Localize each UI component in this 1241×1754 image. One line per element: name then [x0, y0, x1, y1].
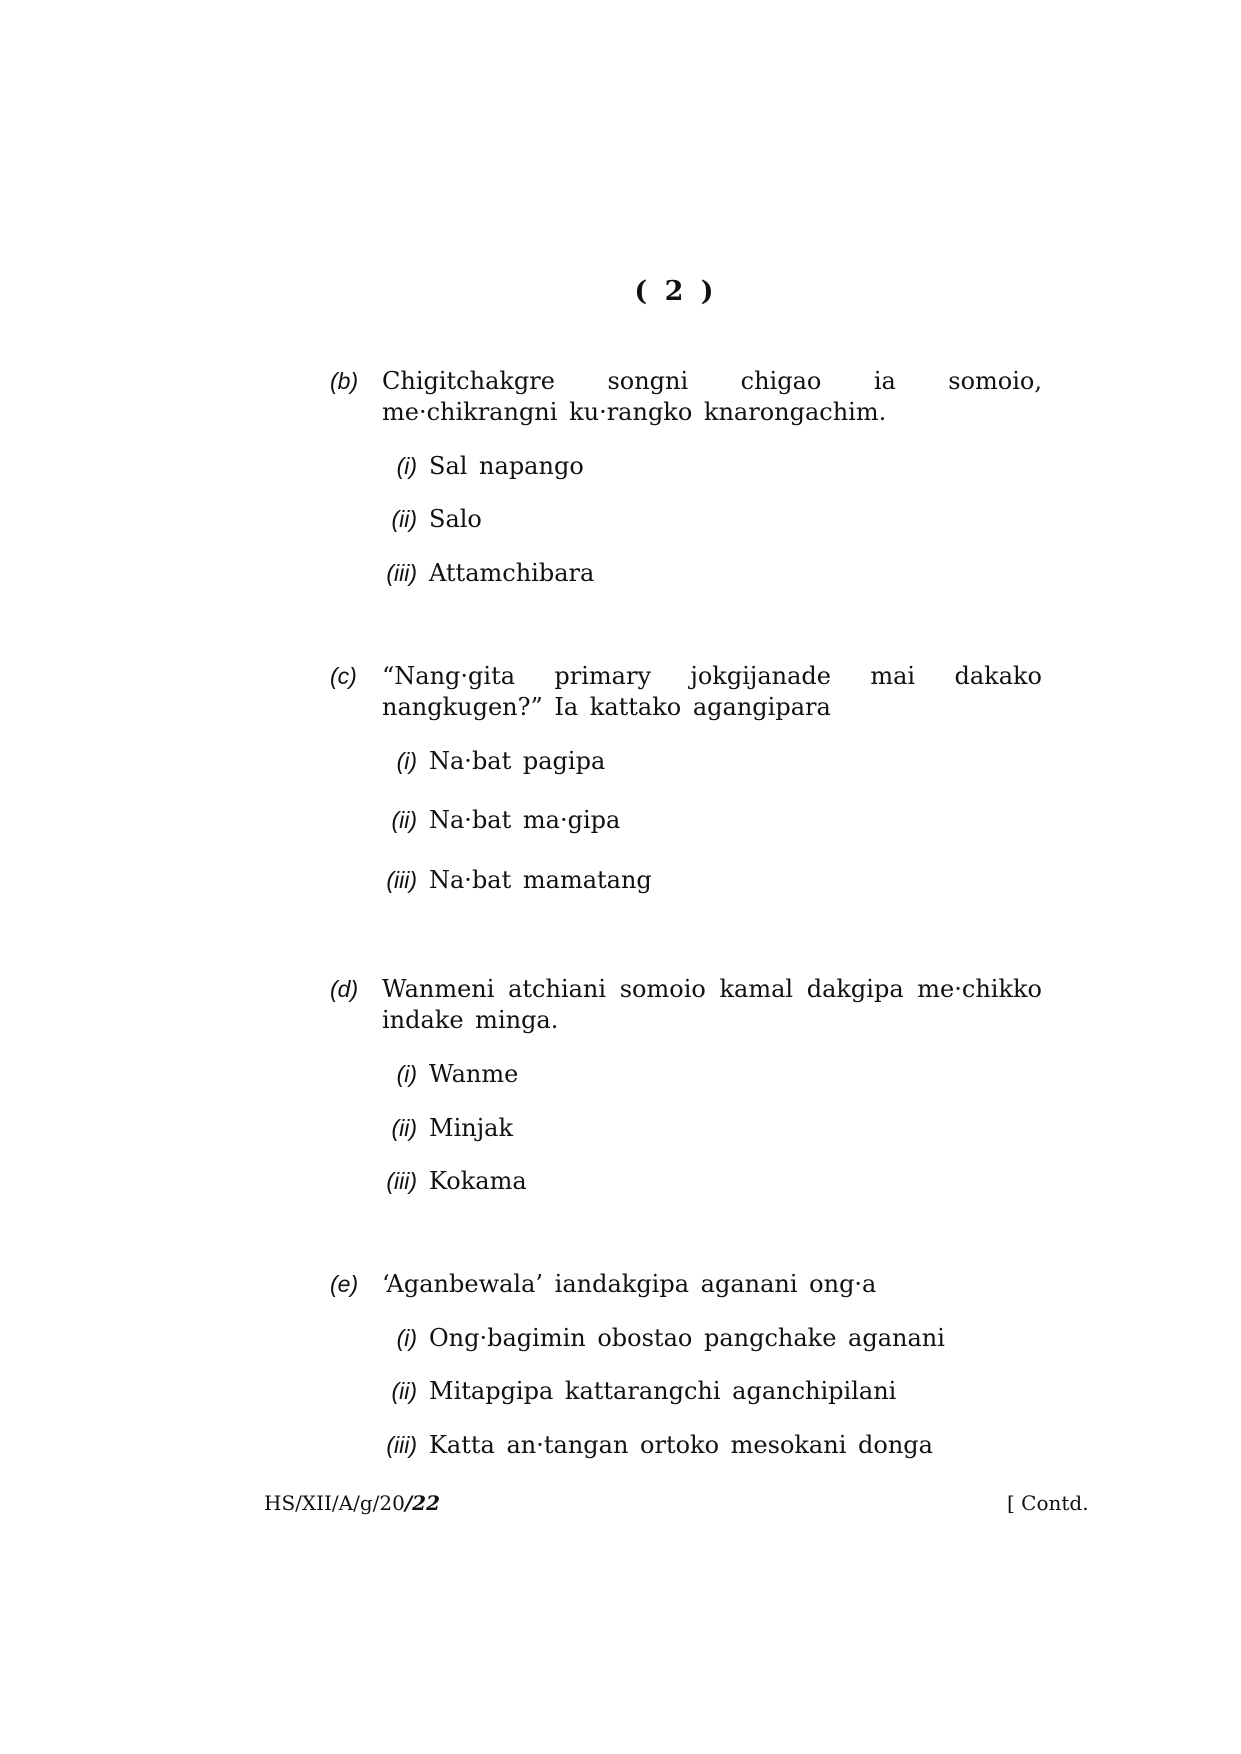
paper-code [264, 1491, 440, 1515]
option-label: (iii) [386, 867, 417, 893]
question-label: (e) [330, 1271, 359, 1297]
question-text-line1: ‘Aganbewala’ iandakgipa aganani ong·a [382, 1270, 877, 1298]
option-text: Attamchibara [429, 559, 595, 587]
continued-note: [ Contd. [1007, 1491, 1089, 1515]
question-text-line1: “Nang·gita primary jokgijanade mai dakako [382, 662, 1042, 690]
option-label: (i) [396, 1325, 417, 1351]
option-label: (ii) [391, 506, 417, 532]
option-label: (iii) [386, 560, 417, 586]
option-item [330, 745, 1042, 777]
option-item [330, 1375, 1042, 1407]
option-text: Kokama [429, 1167, 527, 1195]
option-text: Na·bat ma·gipa [429, 806, 621, 834]
option-text: Na·bat mamatang [429, 866, 652, 894]
option-label: (ii) [391, 1115, 417, 1141]
question-label: (b) [330, 368, 359, 394]
option-item [330, 557, 1042, 589]
page-number: ( 2 ) [634, 276, 718, 307]
option-label: (ii) [391, 1378, 417, 1404]
question-text-line2: me·chikrangni ku·rangko knarongachim. [382, 398, 887, 426]
option-text: Ong·bagimin obostao pangchake aganani [429, 1324, 945, 1352]
option-item [330, 864, 1042, 896]
option-item [330, 1058, 1042, 1090]
option-text: Na·bat pagipa [429, 747, 606, 775]
question-text-line2: nangkugen?” Ia kattako agangipara [382, 693, 831, 721]
option-label: (iii) [386, 1168, 417, 1194]
question-label: (d) [330, 976, 359, 1002]
option-label: (i) [396, 748, 417, 774]
option-label: (iii) [386, 1432, 417, 1458]
option-label: (i) [396, 1061, 417, 1087]
option-text: Katta an·tangan ortoko mesokani donga [429, 1431, 933, 1459]
option-text: Salo [429, 505, 482, 533]
option-item [330, 1112, 1042, 1144]
option-label: (ii) [391, 807, 417, 833]
paper-code-suffix: /22 [404, 1491, 440, 1515]
option-item [330, 1429, 1042, 1461]
option-text: Mitapgipa kattarangchi aganchipilani [429, 1377, 897, 1405]
option-text: Sal napango [429, 452, 584, 480]
option-item [330, 1165, 1042, 1197]
option-item [330, 503, 1042, 535]
option-item [330, 450, 1042, 482]
question-text-line1: Chigitchakgre songni chigao ia somoio, [382, 367, 1042, 395]
question-text-line2: indake minga. [382, 1006, 559, 1034]
option-label: (i) [396, 453, 417, 479]
option-text: Wanme [429, 1060, 519, 1088]
paper-code-prefix: HS/XII/A/g/20 [264, 1491, 405, 1515]
option-text: Minjak [429, 1114, 513, 1142]
option-item [330, 1322, 1042, 1354]
question-label: (c) [330, 663, 357, 689]
question-text-line1: Wanmeni atchiani somoio kamal dakgipa me·chikko [382, 975, 1042, 1003]
option-item [330, 804, 1042, 836]
